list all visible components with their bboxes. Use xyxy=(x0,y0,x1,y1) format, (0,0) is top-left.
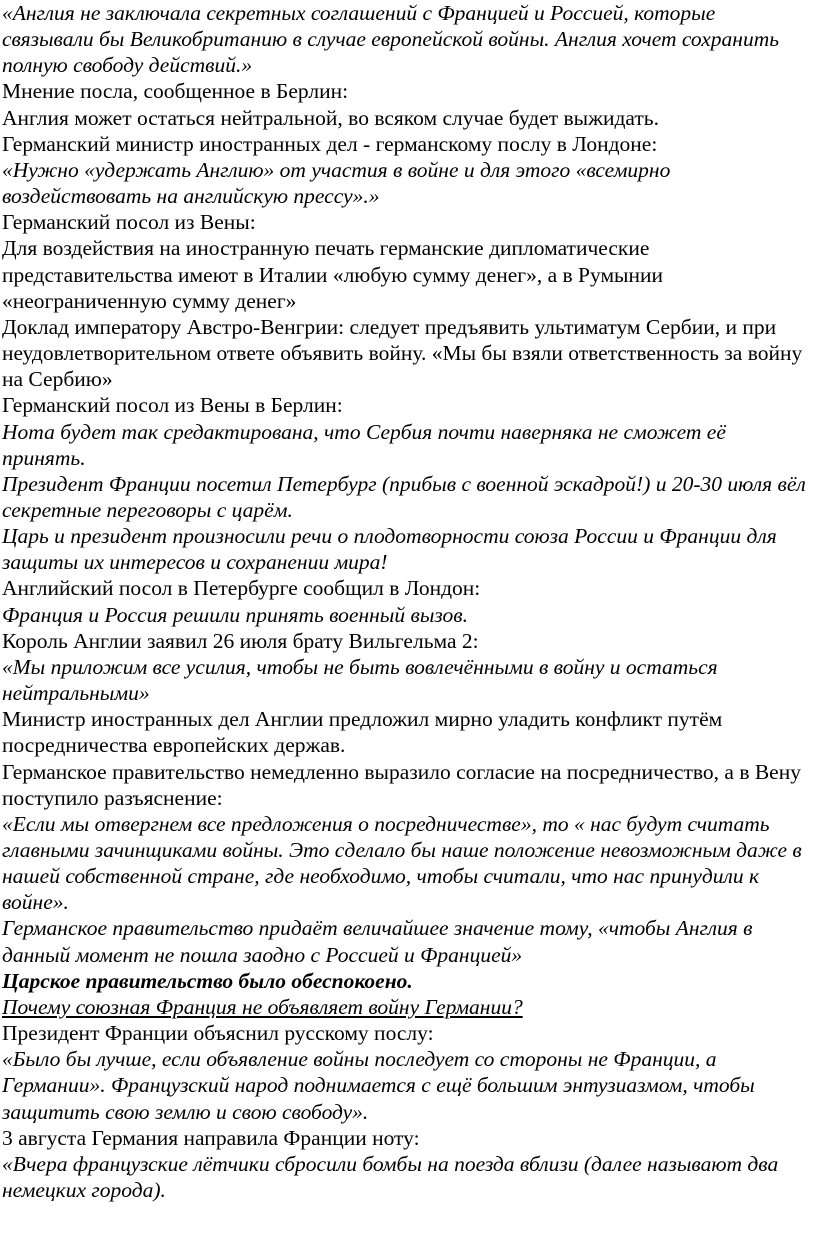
german-minister-label: Германский министр иностранных дел - германскому послу в Лондоне: xyxy=(2,131,658,156)
vienna-to-berlin-label: Германский посол из Вены в Берлин: xyxy=(2,393,343,418)
france-russia-challenge-text: Франция и Россия решили принять военный вызов. xyxy=(2,602,468,627)
note-serbia-text: Нота будет так средактирована, что Сербия почти наверняка не сможет её принять. xyxy=(2,419,726,470)
question-france-war: Почему союзная Франция не объявляет войну Германии? xyxy=(2,994,523,1019)
president-explained-label: Президент Франции объяснил русскому послу: xyxy=(2,1021,434,1046)
german-government-importance-text: Германское правительство придаёт величайшее значение тому, «чтобы Англия в данный момент не пошла заодно с Россией и Францией» xyxy=(2,916,753,967)
english-ambassador-label: Английский посол в Петербурге сообщил в Лондон: xyxy=(2,576,481,601)
august-3-note-label: 3 августа Германия направила Франции ноту: xyxy=(2,1125,420,1150)
quote-french-pilots: «Вчера французские лётчики сбросили бомбы на поезда вблизи (далее называют два немецких города). xyxy=(2,1151,779,1203)
quote-hold-england: «Нужно «удержать Англию» от участия в войне и для этого «всемирно воздействовать на английскую прессу».» xyxy=(2,157,671,209)
king-england-label: Король Англии заявил 26 июля брату Вильгельма 2: xyxy=(2,628,479,653)
ambassador-opinion-label: Мнение посла, сообщенное в Берлин: xyxy=(2,79,349,104)
quote-mediation-rejection: «Если мы отвергнем все предложения о посредничестве», то « нас будут считать главными зачинщиками войны. Это сделало бы наше положение невозможным даже в нашей собственной стране, где необходимо, чтобы считали, что нас принудили к войне». xyxy=(2,811,802,915)
german-ambassador-vienna-label: Германский посол из Вены: xyxy=(2,210,256,235)
president-visit-text: Президент Франции посетил Петербург (прибыв с военной эскадрой!) и 20-30 июля вёл секретные переговоры с царём. xyxy=(2,471,806,522)
foreign-press-influence-text: Для воздействия на иностранную печать германские дипломатические представительства имеют в Италии «любую сумму денег», а в Румынии «неограниченную сумму денег» xyxy=(2,236,664,313)
tsar-president-speeches-text: Царь и президент произносили речи о плодотворности союза России и Франции для защиты их интересов и сохранении мира! xyxy=(2,524,777,575)
report-to-emperor-text: Доклад императору Австро-Венгрии: следует предъявить ультиматум Сербии, и при неудовлетворительном ответе объявить войну. «Мы бы взяли ответственность за войну на Сербию» xyxy=(2,314,803,392)
england-neutral-statement: Англия может остаться нейтральной, во всяком случае будет выжидать. xyxy=(2,105,659,130)
tsarist-government-worried-text: Царское правительство было обеспокоено. xyxy=(2,968,413,993)
quote-england-no-secret-agreements: «Англия не заключала секретных соглашений с Францией и Россией, которые связывали бы Великобританию в случае европейской войны. Англия хочет сохранить полную свободу действий.» xyxy=(2,1,780,78)
quote-neutral-efforts: «Мы приложим все усилия, чтобы не быть вовлечёнными в войну и остаться нейтральными» xyxy=(2,654,718,706)
english-minister-mediation-text: Министр иностранных дел Англии предложил мирно уладить конфликт путём посредничества европейских держав. xyxy=(2,707,723,758)
quote-better-declaration: «Было бы лучше, если объявление войны последует со стороны не Франции, а Германии». Французский народ поднимается с ещё большим энтузиазмом, чтобы защитить свою землю и свою свободу». xyxy=(2,1047,755,1124)
german-government-consent-text: Германское правительство немедленно выразило согласие на посредничество, а в Вену поступило разъяснение: xyxy=(2,759,801,810)
